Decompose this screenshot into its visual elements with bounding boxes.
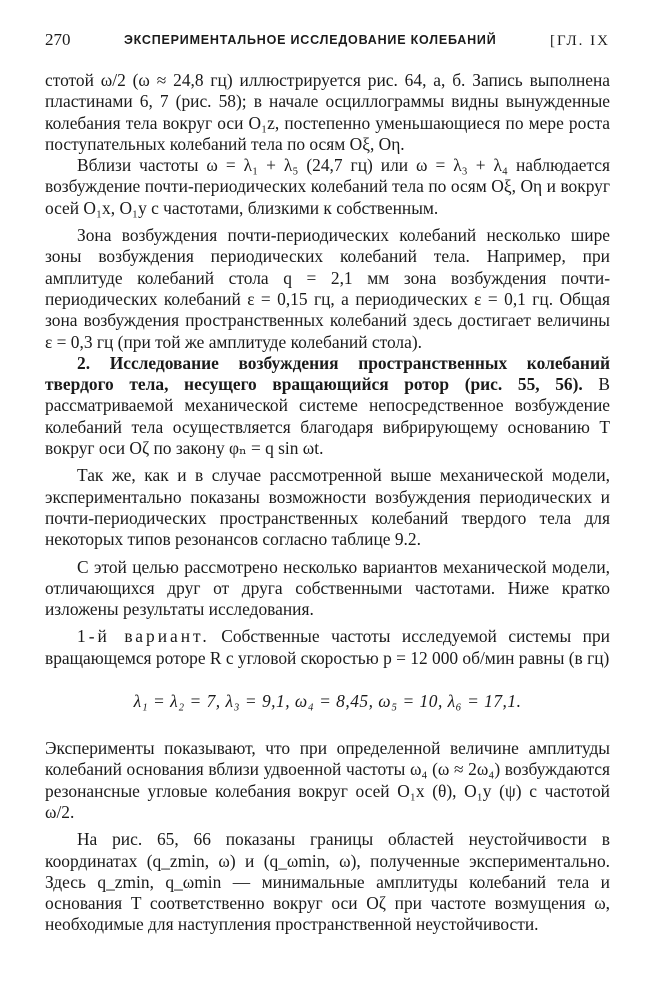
paragraph-7 bbox=[45, 626, 610, 669]
book-page bbox=[45, 30, 610, 936]
paragraph-4 bbox=[45, 353, 610, 459]
paragraph-6: С этой целью рассмотрено несколько вариантов механической модели, отличающихся друг от друга собственными частотами. Ниже кратко изложены результаты исследования. bbox=[45, 556, 610, 620]
paragraph-7-text: Собственные частоты исследуемой системы при вращающемся роторе R с угловой скоростью p = 12 000 об/мин равны (в гц) bbox=[45, 626, 610, 668]
paragraph-3: Зона возбуждения почти-периодических колебаний несколько шире зоны возбуждения периодических колебаний тела. Например, при амплитуде колебаний стола q = 2,1 мм зона возбуждения почти-периодических колебаний ε = 0,15 гц, а периодических ε = 0,1 гц. Общая зона возбуждения пространственных колебаний здесь достигает величины ε = 0,3 гц (при той же амплитуде колебаний стола). bbox=[45, 225, 610, 352]
paragraph-4-text: В рассматриваемой механической системе непосредственное возбуждение колебаний тела осуществляется благодаря вибрирующему основанию T вокруг оси Oζ по закону φₙ = q sin ωt. bbox=[45, 374, 610, 459]
paragraph-8: Эксперименты показывают, что при определенной величине амплитуды колебаний основания вблизи удвоенной частоты ω₄ (ω ≈ 2ω₄) возбуждаются резонансные угловые колебания вокруг осей O₁x (θ), O₁y (ψ) с частотой ω/2. bbox=[45, 738, 610, 822]
page-number: 270 bbox=[45, 30, 71, 49]
page-body bbox=[45, 70, 610, 936]
chapter-label: [ГЛ. IX bbox=[549, 33, 610, 49]
frequency-formula: λ₁ = λ₂ = 7, λ₃ = 9,1, ω₄ = 8,45, ω₅ = 10, λ₆ = 17,1. bbox=[133, 691, 522, 712]
paragraph-2: Вблизи частоты ω = λ₁ + λ₅ (24,7 гц) или ω = λ₃ + λ₄ наблюдается возбуждение почти-периодических колебаний тела по осям Oξ, Oη и вокруг осей O₁x, O₁y с частотами, близкими к собственным. bbox=[45, 155, 610, 218]
page-header bbox=[45, 30, 610, 60]
variant-label: 1-й вариант. bbox=[77, 626, 210, 647]
paragraph-9: На рис. 65, 66 показаны границы областей неустойчивости в координатах (q_zmin, ω) и (q_ωmin, ω), полученные экспериментально. Здесь q_zmin, q_ωmin — минимальные амплитуды колебаний тела и основания T соответственно вокруг оси Oζ при частоте возмущения ω, необходимые для наступления пространственной неустойчивости. bbox=[45, 829, 610, 935]
section-heading: 2. Исследование возбуждения пространственных колебаний твердого тела, несущего вращающийся ротор (рис. 55, 56). bbox=[45, 352, 610, 395]
paragraph-1: стотой ω/2 (ω ≈ 24,8 гц) иллюстрируется рис. 64, а, б. Запись выполнена пластинами 6, 7 (рис. 58); в начале осциллограммы видны вынужденные колебания тела вокруг оси O₁z, постепенно уменьшающиеся по мере роста поступательных колебаний тела по осям Oξ, Oη. bbox=[45, 70, 610, 154]
running-title: ЭКСПЕРИМЕНТАЛЬНОЕ ИССЛЕДОВАНИЕ КОЛЕБАНИЙ bbox=[123, 33, 497, 47]
paragraph-5: Так же, как и в случае рассмотренной выше механической модели, экспериментально показаны возможности возбуждения периодических и почти-периодических пространственных колебаний твердого тела для некоторых типов резонансов согласно таблице 9.2. bbox=[45, 465, 610, 550]
